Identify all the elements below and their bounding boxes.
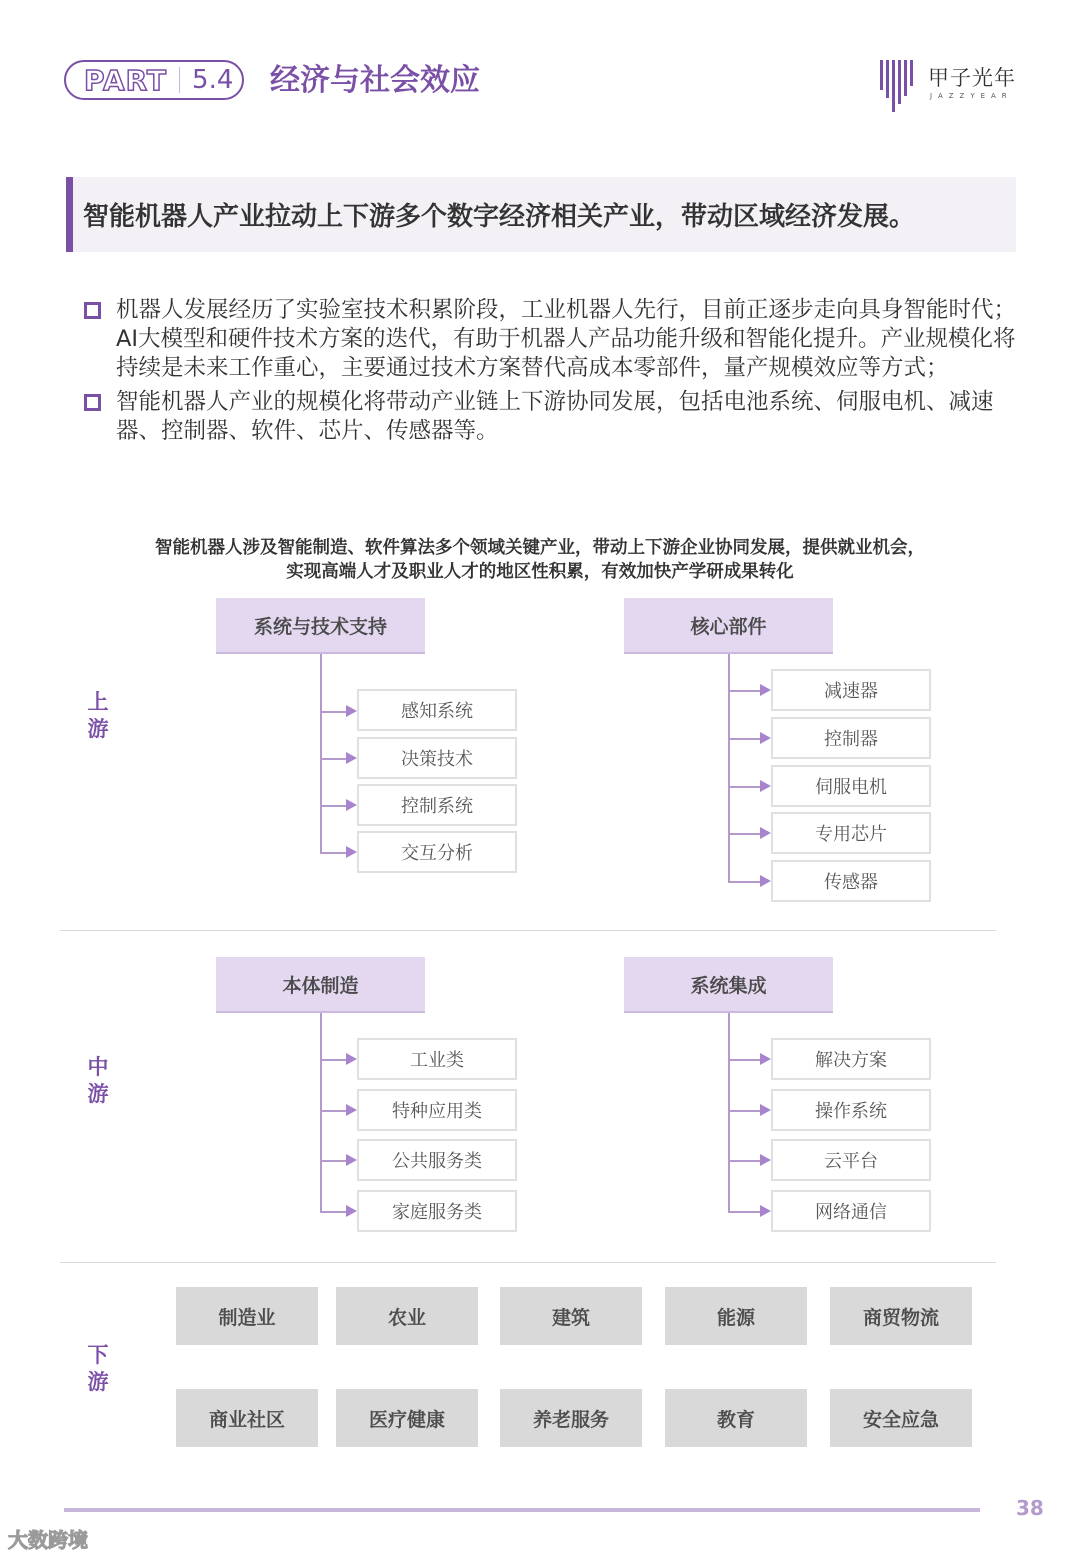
footer-rule <box>64 1508 980 1512</box>
item-box: 伺服电机 <box>771 765 931 807</box>
category-system-integration: 系统集成 <box>624 957 833 1013</box>
industry-box: 农业 <box>336 1287 478 1345</box>
industry-box: 安全应急 <box>830 1389 972 1447</box>
part-divider <box>179 67 180 93</box>
item-box: 感知系统 <box>357 689 517 731</box>
part-number: 5.4 <box>192 65 234 95</box>
item-box: 决策技术 <box>357 737 517 779</box>
item-box: 工业类 <box>357 1038 517 1080</box>
watermark-text: 大数跨境 <box>8 1528 88 1552</box>
item-box: 减速器 <box>771 669 931 711</box>
part-badge <box>64 60 244 100</box>
item-box: 传感器 <box>771 860 931 902</box>
industry-box: 能源 <box>665 1287 807 1345</box>
industry-box: 教育 <box>665 1389 807 1447</box>
page-number: 38 <box>1016 1496 1044 1520</box>
bullet-list <box>84 296 1034 451</box>
caption-line: 实现高端人才及职业人才的地区性积累，有效加快产学研成果转化 <box>286 562 794 582</box>
stage-label-downstream: 下游 <box>87 1343 109 1394</box>
bullet-text: 智能机器人产业的规模化将带动产业链上下游协同发展，包括电池系统、伺服电机、减速器、控制器、软件、芯片、传感器等。 <box>116 389 994 444</box>
industry-box: 制造业 <box>176 1287 318 1345</box>
diagram-caption <box>60 536 1020 584</box>
bullet-text: 机器人发展经历了实验室技术积累阶段，工业机器人先行，目前正逐步走向具身智能时代；AI大模型和硬件技术方案的迭代，有助于机器人产品功能升级和智能化提升。产业规模化将持续是未来工作重心，主要通过技术方案替代高成本零部件，量产规模效应等方式； <box>116 297 1017 381</box>
section-divider <box>60 1262 996 1263</box>
industry-box: 建筑 <box>500 1287 642 1345</box>
industry-box: 养老服务 <box>500 1389 642 1447</box>
brand-logo <box>880 56 1030 112</box>
item-box: 交互分析 <box>357 831 517 873</box>
item-box: 云平台 <box>771 1139 931 1181</box>
item-box: 控制器 <box>771 717 931 759</box>
logo-text: 甲子光年 <box>928 66 1016 90</box>
part-label: PART <box>84 63 168 97</box>
category-core-components: 核心部件 <box>624 598 833 654</box>
square-bullet-icon <box>84 394 101 411</box>
headline-banner <box>66 177 1016 252</box>
category-system-tech: 系统与技术支持 <box>216 598 425 654</box>
item-box: 公共服务类 <box>357 1139 517 1181</box>
item-box: 控制系统 <box>357 784 517 826</box>
category-body-manufacturing: 本体制造 <box>216 957 425 1013</box>
item-box: 网络通信 <box>771 1190 931 1232</box>
item-box: 特种应用类 <box>357 1089 517 1131</box>
logo-bars-icon <box>880 56 920 112</box>
item-box: 解决方案 <box>771 1038 931 1080</box>
section-title: 经济与社会效应 <box>270 63 480 98</box>
industry-box: 商业社区 <box>176 1389 318 1447</box>
industry-box: 商贸物流 <box>830 1287 972 1345</box>
square-bullet-icon <box>84 302 101 319</box>
caption-line: 智能机器人涉及智能制造、软件算法多个领域关键产业，带动上下游企业协同发展，提供就业机会， <box>155 538 925 558</box>
section-divider <box>60 930 996 931</box>
stage-label-midstream: 中游 <box>87 1055 109 1106</box>
item-box: 家庭服务类 <box>357 1190 517 1232</box>
item-box: 专用芯片 <box>771 812 931 854</box>
logo-subtext: JAZZYEAR <box>930 92 1013 100</box>
headline-text: 智能机器人产业拉动上下游多个数字经济相关产业，带动区域经济发展。 <box>83 202 916 232</box>
bullet-item <box>84 388 1034 446</box>
bullet-item <box>84 296 1034 383</box>
stage-label-upstream: 上游 <box>87 690 109 741</box>
industry-box: 医疗健康 <box>336 1389 478 1447</box>
item-box: 操作系统 <box>771 1089 931 1131</box>
